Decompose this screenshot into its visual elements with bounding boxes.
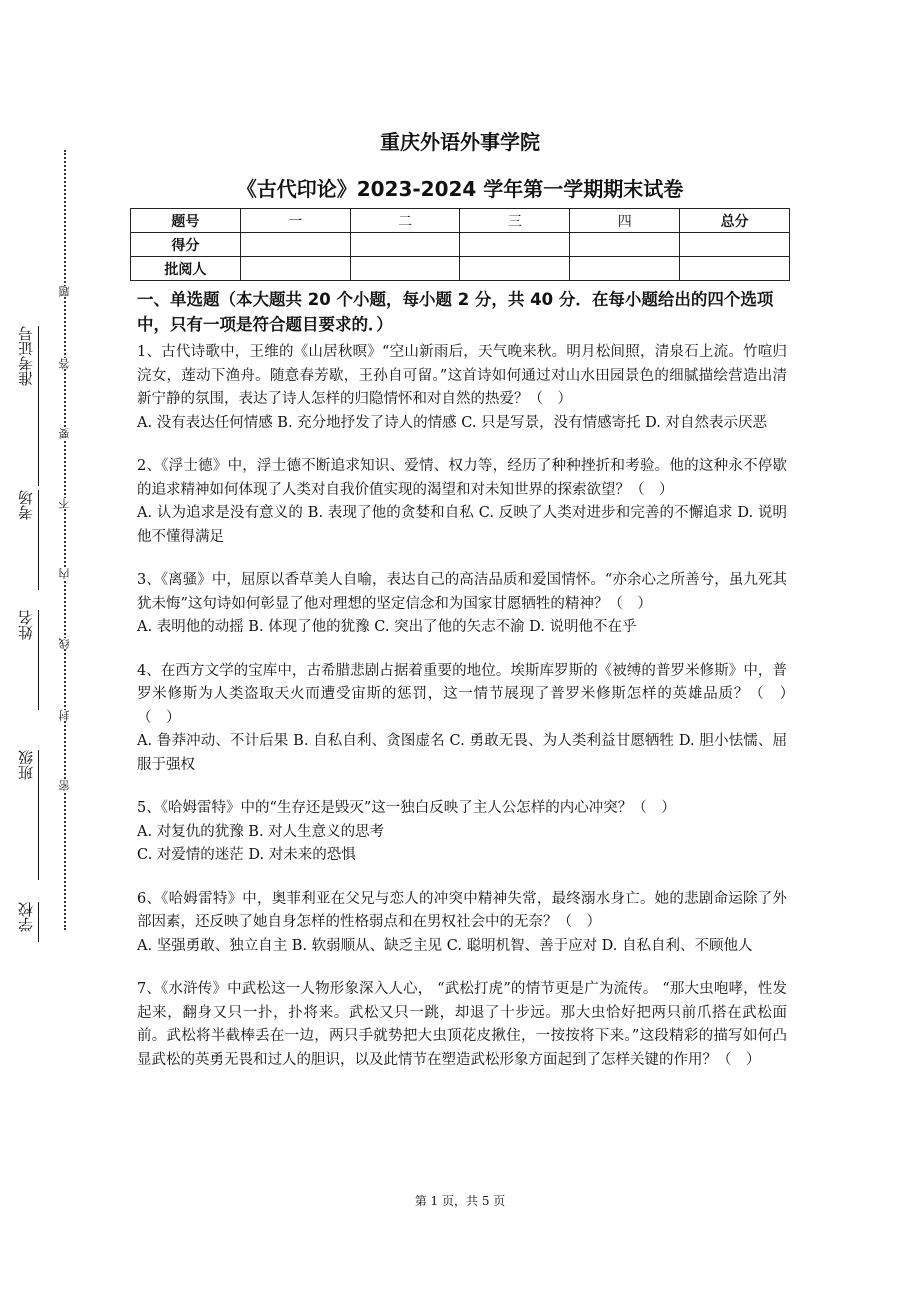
reviewer-cell[interactable] <box>350 257 460 281</box>
margin-field-line <box>38 902 39 942</box>
reviewer-cell[interactable] <box>240 257 350 281</box>
score-table-header-row <box>131 209 790 233</box>
seal-line-text <box>58 150 72 930</box>
margin-field-class <box>14 750 42 890</box>
score-cell[interactable] <box>680 233 790 257</box>
seal-char: 内 <box>58 568 71 579</box>
question-stem: 7、《水浒传》中武松这一人物形象深入人心， “武松打虎”的情节更是广为流传。 “那大虫咆哮，性发起来，翻身又只一扑，扑将来。武松又只一跳，却退了十步远。那大虫恰好把两只前爪搭在武松面前。武松将半截棒丢在一边，两只手就势把大虫顶花皮揪住，一按按将下来。”这段精彩的描写如何凸显武松的英勇无畏和过人的胆识，以及此情节在塑造武松形象方面起到了怎样关键的作用？（ ） <box>137 981 787 1068</box>
margin-field-label: 班级 <box>17 750 35 780</box>
score-cell[interactable] <box>460 233 570 257</box>
score-cell[interactable] <box>240 233 350 257</box>
question-options: A. 没有表达任何情感 B. 充分地抒发了诗人的情感 C. 只是写景，没有情感寄托 D. 对自然表示厌恶 <box>137 414 768 431</box>
question-options: C. 对爱情的迷茫 D. 对未来的恐惧 <box>137 847 356 863</box>
score-table-header-cell: 四 <box>570 209 680 233</box>
score-table-row <box>131 257 790 281</box>
question <box>137 569 787 640</box>
binding-margin <box>14 150 42 950</box>
section-heading: 一、单选题（本大题共 20 个小题，每小题 2 分，共 40 分．在每小题给出的四个选项中，只有一项是符合题目要求的．） <box>137 290 774 334</box>
seal-char: 题 <box>58 286 71 297</box>
score-table-header-cell: 题号 <box>131 209 241 233</box>
question <box>137 978 787 1072</box>
margin-field-name <box>14 610 42 720</box>
score-cell[interactable] <box>570 233 680 257</box>
seal-char: 线 <box>58 638 71 649</box>
reviewer-cell[interactable] <box>570 257 680 281</box>
score-table <box>130 208 790 281</box>
reviewer-cell[interactable] <box>460 257 570 281</box>
margin-field-label: 学校 <box>17 902 35 932</box>
margin-field-line <box>38 610 39 710</box>
question-options: A. 表明他的动摇 B. 体现了他的犹豫 C. 突出了他的矢志不渝 D. 说明他不在乎 <box>137 619 637 635</box>
exam-content <box>137 287 802 1092</box>
question-stem: 6、《哈姆雷特》中，奥菲利亚在父兄与恋人的冲突中精神失常，最终溺水身亡。她的悲剧命运除了外部因素，还反映了她自身怎样的性格弱点和在男权社会中的无奈？（ ） <box>137 890 787 930</box>
school-title: 重庆外语外事学院 <box>380 130 540 154</box>
question-stem: 1、古代诗歌中，王维的《山居秋暝》“空山新雨后，天气晚来秋。明月松间照，清泉石上流。竹喧归浣女，莲动下渔舟。随意春芳歇，王孙自可留。”这首诗如何通过对山水田园景色的细腻描绘营造出清新宁静的氛围，表达了诗人怎样的归隐情怀和对自然的热爱？（ ） <box>137 344 787 407</box>
score-table-header-cell: 一 <box>240 209 350 233</box>
margin-field-line <box>38 326 39 486</box>
margin-field-exam-number <box>14 326 42 496</box>
question-options: A. 对复仇的犹豫 B. 对人生意义的思考 <box>137 823 385 840</box>
margin-field-label: 考场 <box>17 490 35 520</box>
question-options: A. 鲁莽冲动、不计后果 B. 自私自利、贪图虚名 C. 勇敢无畏、为人类利益甘愿牺牲 D. 胆小怯懦、屈服于强权 <box>137 733 787 773</box>
score-cell[interactable] <box>350 233 460 257</box>
score-table-header-cell: 总分 <box>680 209 790 233</box>
margin-field-school <box>14 902 42 952</box>
seal-char: 不 <box>58 498 71 509</box>
question <box>137 455 787 549</box>
margin-field-label: 准考证号 <box>17 326 35 386</box>
question-stem: 4、在西方文学的宝库中，古希腊悲剧占据着重要的地位。埃斯库罗斯的《被缚的普罗米修斯》中，普罗米修斯为人类盗取天火而遭受宙斯的惩罚，这一情节展现了普罗米修斯怎样的英雄品质？（ ） （ ） <box>137 662 802 726</box>
score-table-header-cell: 三 <box>460 209 570 233</box>
question <box>137 888 787 959</box>
reviewer-cell[interactable] <box>680 257 790 281</box>
question-options: A. 认为追求是没有意义的 B. 表现了他的贪婪和自私 C. 反映了人类对进步和完善的不懈追求 D. 说明他不懂得满足 <box>137 505 787 545</box>
seal-char: 要 <box>58 428 71 439</box>
question <box>137 341 787 435</box>
score-table-header-cell: 二 <box>350 209 460 233</box>
score-table-row-label: 得分 <box>131 233 241 257</box>
seal-char: 答 <box>58 358 71 369</box>
question-stem: 3、《离骚》中，屈原以香草美人自喻，表达自己的高洁品质和爱国情怀。“亦余心之所善兮，虽九死其犹未悔”这句诗如何彰显了他对理想的坚定信念和为国家甘愿牺牲的精神？（ ） <box>137 572 787 612</box>
score-table-row <box>131 233 790 257</box>
question <box>137 797 787 868</box>
seal-char: 密 <box>58 780 71 791</box>
margin-field-exam-room <box>14 490 42 600</box>
question-options: A. 坚强勇敢、独立自主 B. 软弱顺从、缺乏主见 C. 聪明机智、善于应对 D. 自私自利、不顾他人 <box>137 937 753 954</box>
question <box>137 660 802 778</box>
exam-title: 《古代印论》2023-2024 学年第一学期期末试卷 <box>236 177 684 201</box>
margin-field-label: 姓名 <box>17 610 35 640</box>
question-stem: 2、《浮士德》中，浮士德不断追求知识、爱情、权力等，经历了种种挫折和考验。他的这种永不停歇的追求精神如何体现了人类对自我价值实现的渴望和对未知世界的探索欲望？（ ） <box>137 458 787 498</box>
margin-field-line <box>38 750 39 880</box>
question-stem: 5、《哈姆雷特》中的“生存还是毁灭”这一独白反映了主人公怎样的内心冲突？（ ） <box>137 800 676 816</box>
margin-field-line <box>38 490 39 590</box>
score-table-row-label: 批阅人 <box>131 257 241 281</box>
seal-char: 封 <box>58 710 71 721</box>
page-footer: 第 1 页，共 5 页 <box>414 1194 506 1208</box>
